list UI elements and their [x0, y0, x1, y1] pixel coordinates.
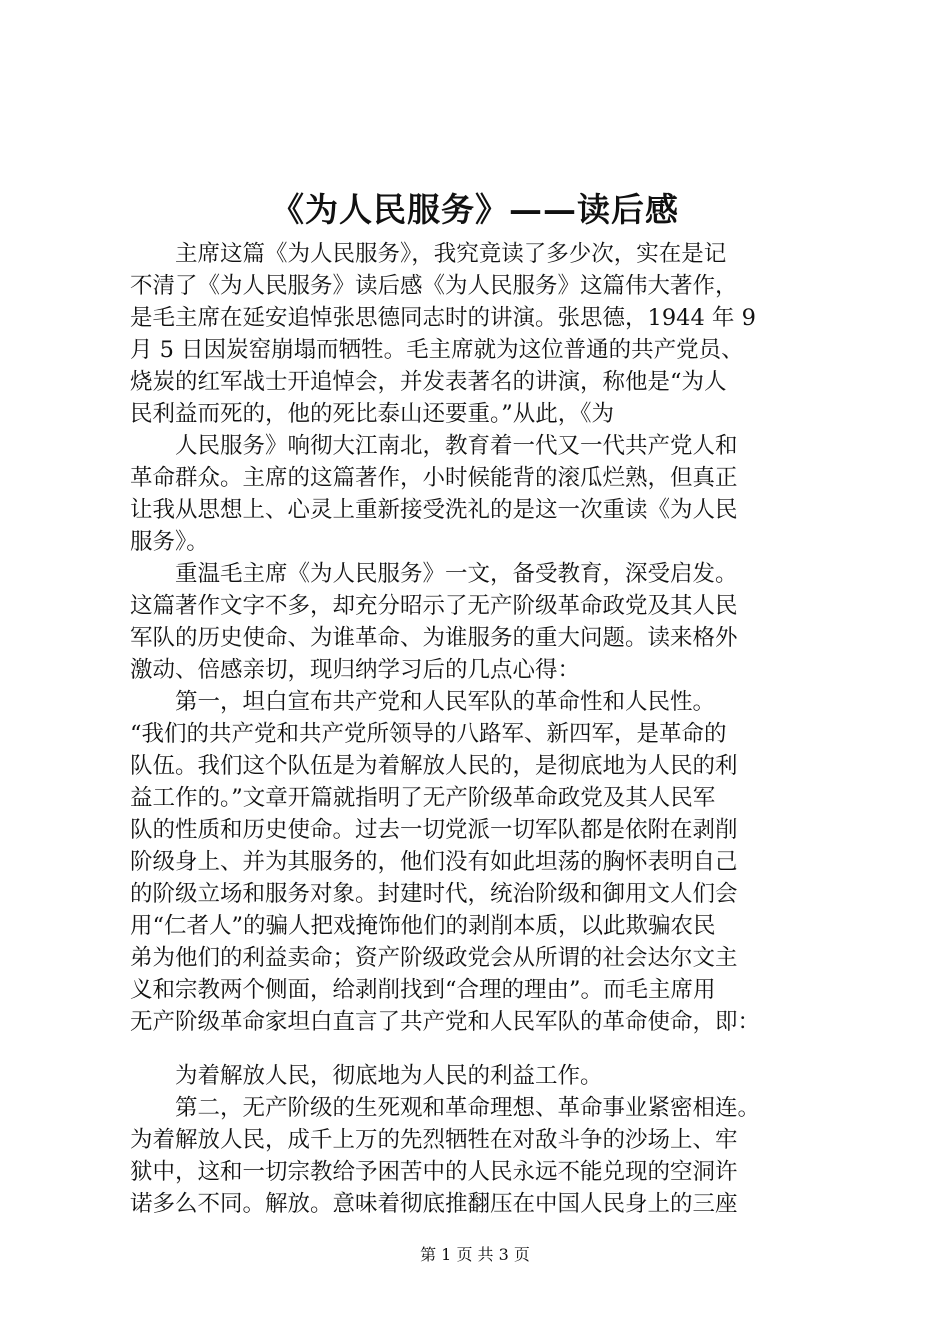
paragraph-line: 第二，无产阶级的生死观和革命理想、革命事业紧密相连。: [130, 1095, 761, 1121]
paragraph-gap: [130, 1038, 830, 1060]
paragraph-line: 烧炭的红军战士开追悼会，并发表著名的讲演，称他是“为人: [130, 369, 727, 395]
paragraph-line: 人民服务》响彻大江南北，教育着一代又一代共产党人和: [130, 433, 738, 459]
paragraph-line: 为着解放人民，成千上万的先烈牺牲在对敌斗争的沙场上、牢: [130, 1127, 738, 1153]
document-body: [130, 238, 830, 1220]
paragraph-line: 月 5 日因炭窑崩塌而牺牲。毛主席就为这位普通的共产党员、: [130, 337, 744, 363]
paragraph-line: 用“仁者人”的骗人把戏掩饰他们的剥削本质，以此欺骗农民: [130, 913, 716, 939]
paragraph-line: 民利益而死的，他的死比泰山还要重。”从此，《为: [130, 401, 615, 427]
paragraph-line: 服务》。: [130, 529, 209, 555]
paragraph-line: 不清了《为人民服务》读后感《为人民服务》这篇伟大著作，: [130, 273, 738, 299]
page-number-footer: 第 1 页 共 3 页: [420, 1245, 530, 1264]
paragraph-line: 让我从思想上、心灵上重新接受洗礼的是这一次重读《为人民: [130, 497, 738, 523]
paragraph-line: 主席这篇《为人民服务》，我究竟读了多少次，实在是记: [130, 241, 727, 267]
paragraph-line: 的阶级立场和服务对象。封建时代，统治阶级和御用文人们会: [130, 881, 738, 907]
paragraph-line: 阶级身上、并为其服务的，他们没有如此坦荡的胸怀表明自己: [130, 849, 738, 875]
paragraph-line: “我们的共产党和共产党所领导的八路军、新四军，是革命的: [130, 721, 727, 747]
paragraph-line: 队的性质和历史使命。过去一切党派一切军队都是依附在剥削: [130, 817, 738, 843]
paragraph-line: 第一，坦白宣布共产党和人民军队的革命性和人民性。: [130, 689, 716, 715]
paragraph-line: 革命群众。主席的这篇著作，小时候能背的滚瓜烂熟，但真正: [130, 465, 738, 491]
paragraph-line: 义和宗教两个侧面，给剥削找到“合理的理由”。而毛主席用: [130, 977, 716, 1003]
document-title: 《为人民服务》——读后感: [271, 190, 679, 229]
paragraph-line: 军队的历史使命、为谁革命、为谁服务的重大问题。读来格外: [130, 625, 738, 651]
paragraph-line: 队伍。我们这个队伍是为着解放人民的，是彻底地为人民的利: [130, 753, 738, 779]
paragraph-line: 是毛主席在延安追悼张思德同志时的讲演。张思德，1944 年 9: [130, 305, 756, 331]
paragraph-line: 激动、倍感亲切，现归纳学习后的几点心得：: [130, 657, 581, 683]
paragraph-line: 诺多么不同。解放。意味着彻底推翻压在中国人民身上的三座: [130, 1191, 738, 1217]
paragraph-line: 这篇著作文字不多，却充分昭示了无产阶级革命政党及其人民: [130, 593, 738, 619]
paragraph-line: 无产阶级革命家坦白直言了共产党和人民军队的革命使命，即：: [130, 1009, 761, 1035]
paragraph-line: 弟为他们的利益卖命；资产阶级政党会从所谓的社会达尔文主: [130, 945, 738, 971]
paragraph-line: 为着解放人民，彻底地为人民的利益工作。: [130, 1063, 603, 1089]
paragraph-line: 重温毛主席《为人民服务》一文，备受教育，深受启发。: [130, 561, 738, 587]
paragraph-line: 益工作的。”文章开篇就指明了无产阶级革命政党及其人民军: [130, 785, 716, 811]
paragraph-line: 狱中，这和一切宗教给予困苦中的人民永远不能兑现的空洞许: [130, 1159, 738, 1185]
